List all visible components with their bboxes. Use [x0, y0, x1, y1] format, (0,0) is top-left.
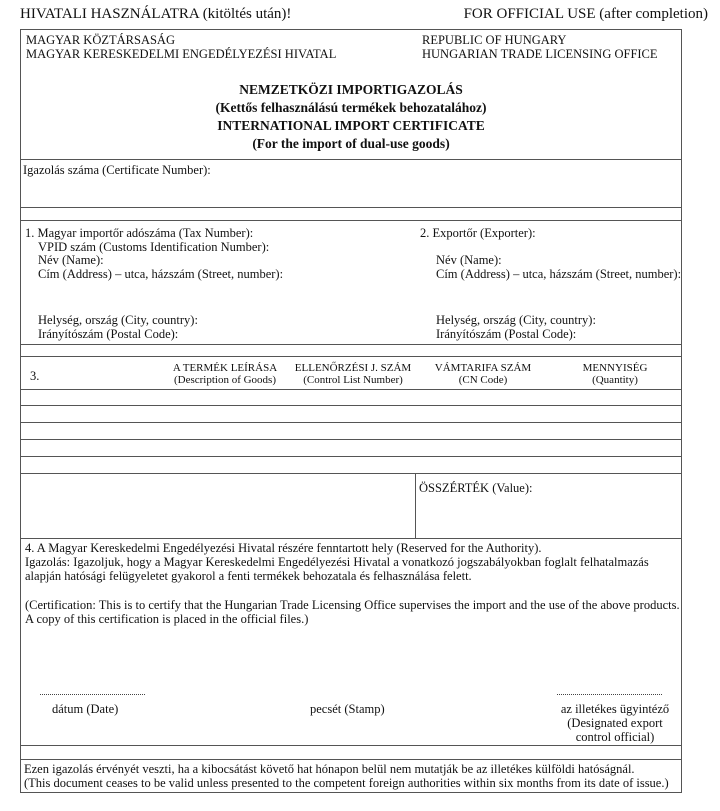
divider-parties-a [20, 344, 682, 345]
document-title [20, 81, 682, 153]
goods-description-en: (Description of Goods) [173, 374, 277, 386]
divider-title [20, 159, 682, 160]
cn-code-hu: VÁMTARIFA SZÁM [434, 362, 532, 374]
control-list-hu: ELLENŐRZÉSI J. SZÁM [294, 362, 412, 374]
importer-location [38, 314, 198, 341]
goods-description-hu: A TERMÉK LEÍRÁSA [172, 362, 278, 374]
quantity-header [555, 362, 675, 386]
authority-reserved: 4. A Magyar Kereskedelmi Engedélyezési Hivatal részére fenntartott hely (Reserved for the Authority). [25, 541, 542, 555]
importer-name-label: Név (Name): [38, 253, 104, 267]
stamp-label: pecsét (Stamp) [310, 702, 385, 716]
cn-code-en: (CN Code) [458, 374, 508, 386]
goods-row-line-6 [20, 473, 682, 474]
issuer-hu-office: MAGYAR KERESKEDELMI ENGEDÉLYEZÉSI HIVATAL [26, 47, 337, 61]
quantity-hu: MENNYISÉG [582, 362, 648, 374]
exporter-postal-label: Irányítószám (Postal Code): [436, 326, 577, 341]
issuer-en [422, 33, 658, 61]
goods-row-line-2 [20, 405, 682, 406]
goods-row-line-1 [20, 389, 682, 390]
certification-en-line1: (Certification: This is to certify that the Hungarian Trade Licensing Office supervises the import and the use of the above products. [25, 598, 680, 612]
value-divider [415, 473, 416, 538]
validity-notice-hu: Ezen igazolás érvényét veszti, ha a kibocsátást követő hat hónapon belül nem mutatják be az illetékes külföldi hatóságnál. [24, 762, 635, 776]
value-label: ÖSSZÉRTÉK (Value): [419, 481, 533, 495]
official-label-en-2: control official) [575, 730, 655, 744]
exporter-location [436, 314, 596, 341]
certification-en-line2: A copy of this certification is placed in the official files.) [25, 612, 309, 626]
certification-hu-line2: alapján hatósági felügyeletet gyakorol a fenti termékek behozatala és felhasználása felett. [25, 569, 472, 583]
subtitle-hu: (Kettős felhasználású termékek behozatalához) [215, 100, 487, 115]
date-label: dátum (Date) [52, 702, 119, 716]
form-border-top [20, 29, 682, 30]
official-dotted-line [557, 694, 662, 695]
issuer-hu [26, 33, 336, 61]
importer-city-label: Helység, ország (City, country): [38, 313, 198, 327]
cn-code-header [408, 362, 558, 386]
issuer-hu-country: MAGYAR KÖZTÁRSASÁG [26, 33, 175, 47]
importer-postal-label: Irányítószám (Postal Code): [38, 326, 179, 341]
exporter-city-label: Helység, ország (City, country): [436, 313, 596, 327]
official-label-en-1: (Designated export [567, 716, 663, 730]
control-list-en: (Control List Number) [303, 374, 403, 386]
title-hu: NEMZETKÖZI IMPORTIGAZOLÁS [239, 82, 463, 97]
official-use-hu: HIVATALI HASZNÁLATRA (kitöltés után)! [20, 6, 292, 22]
date-dotted-line [40, 694, 145, 695]
exporter-name-label: Név (Name): [436, 253, 502, 267]
goods-section-number: 3. [30, 369, 40, 383]
goods-row-line-5 [20, 456, 682, 457]
importer-block [25, 227, 283, 281]
exporter-address-label: Cím (Address) – utca, házszám (Street, number): [436, 266, 682, 281]
official-use-en: FOR OFFICIAL USE (after completion) [463, 6, 708, 22]
title-en: INTERNATIONAL IMPORT CERTIFICATE [217, 118, 485, 133]
divider-goods [20, 538, 682, 539]
importer-vpid-label: VPID szám (Customs Identification Number): [38, 239, 270, 254]
quantity-en: (Quantity) [592, 374, 638, 386]
official-label-hu: az illetékes ügyintéző [560, 702, 670, 716]
divider-auth-b [20, 759, 682, 760]
control-list-header [278, 362, 428, 386]
subtitle-en: (For the import of dual-use goods) [252, 136, 450, 151]
issuer-en-country: REPUBLIC OF HUNGARY [422, 33, 567, 47]
exporter-block [436, 254, 681, 281]
divider-cert-b [20, 220, 682, 221]
validity-notice [24, 762, 669, 790]
exporter-title: 2. Exportőr (Exporter): [420, 226, 536, 240]
validity-notice-en: (This document ceases to be valid unless presented to the competent foreign authorities within six months from its date of issue.) [24, 776, 669, 790]
importer-address-label: Cím (Address) – utca, házszám (Street, number): [38, 266, 284, 281]
certificate-number-label: Igazolás száma (Certificate Number): [23, 163, 211, 177]
certification-hu-line1: Igazolás: Igazoljuk, hogy a Magyar Kereskedelmi Engedélyezési Hivatal a vonatkozó jogszabályokban foglalt felhatalmazás [25, 555, 649, 569]
divider-parties-b [20, 356, 682, 357]
divider-cert-a [20, 207, 682, 208]
issuer-en-office: HUNGARIAN TRADE LICENSING OFFICE [422, 47, 658, 61]
authority-block [25, 541, 649, 583]
goods-row-line-4 [20, 439, 682, 440]
goods-row-line-3 [20, 422, 682, 423]
official-label [545, 702, 685, 744]
importer-tax-label: 1. Magyar importőr adószáma (Tax Number): [25, 226, 254, 240]
form-border-bottom [20, 792, 682, 793]
certification-en [25, 598, 680, 626]
divider-auth-a [20, 745, 682, 746]
